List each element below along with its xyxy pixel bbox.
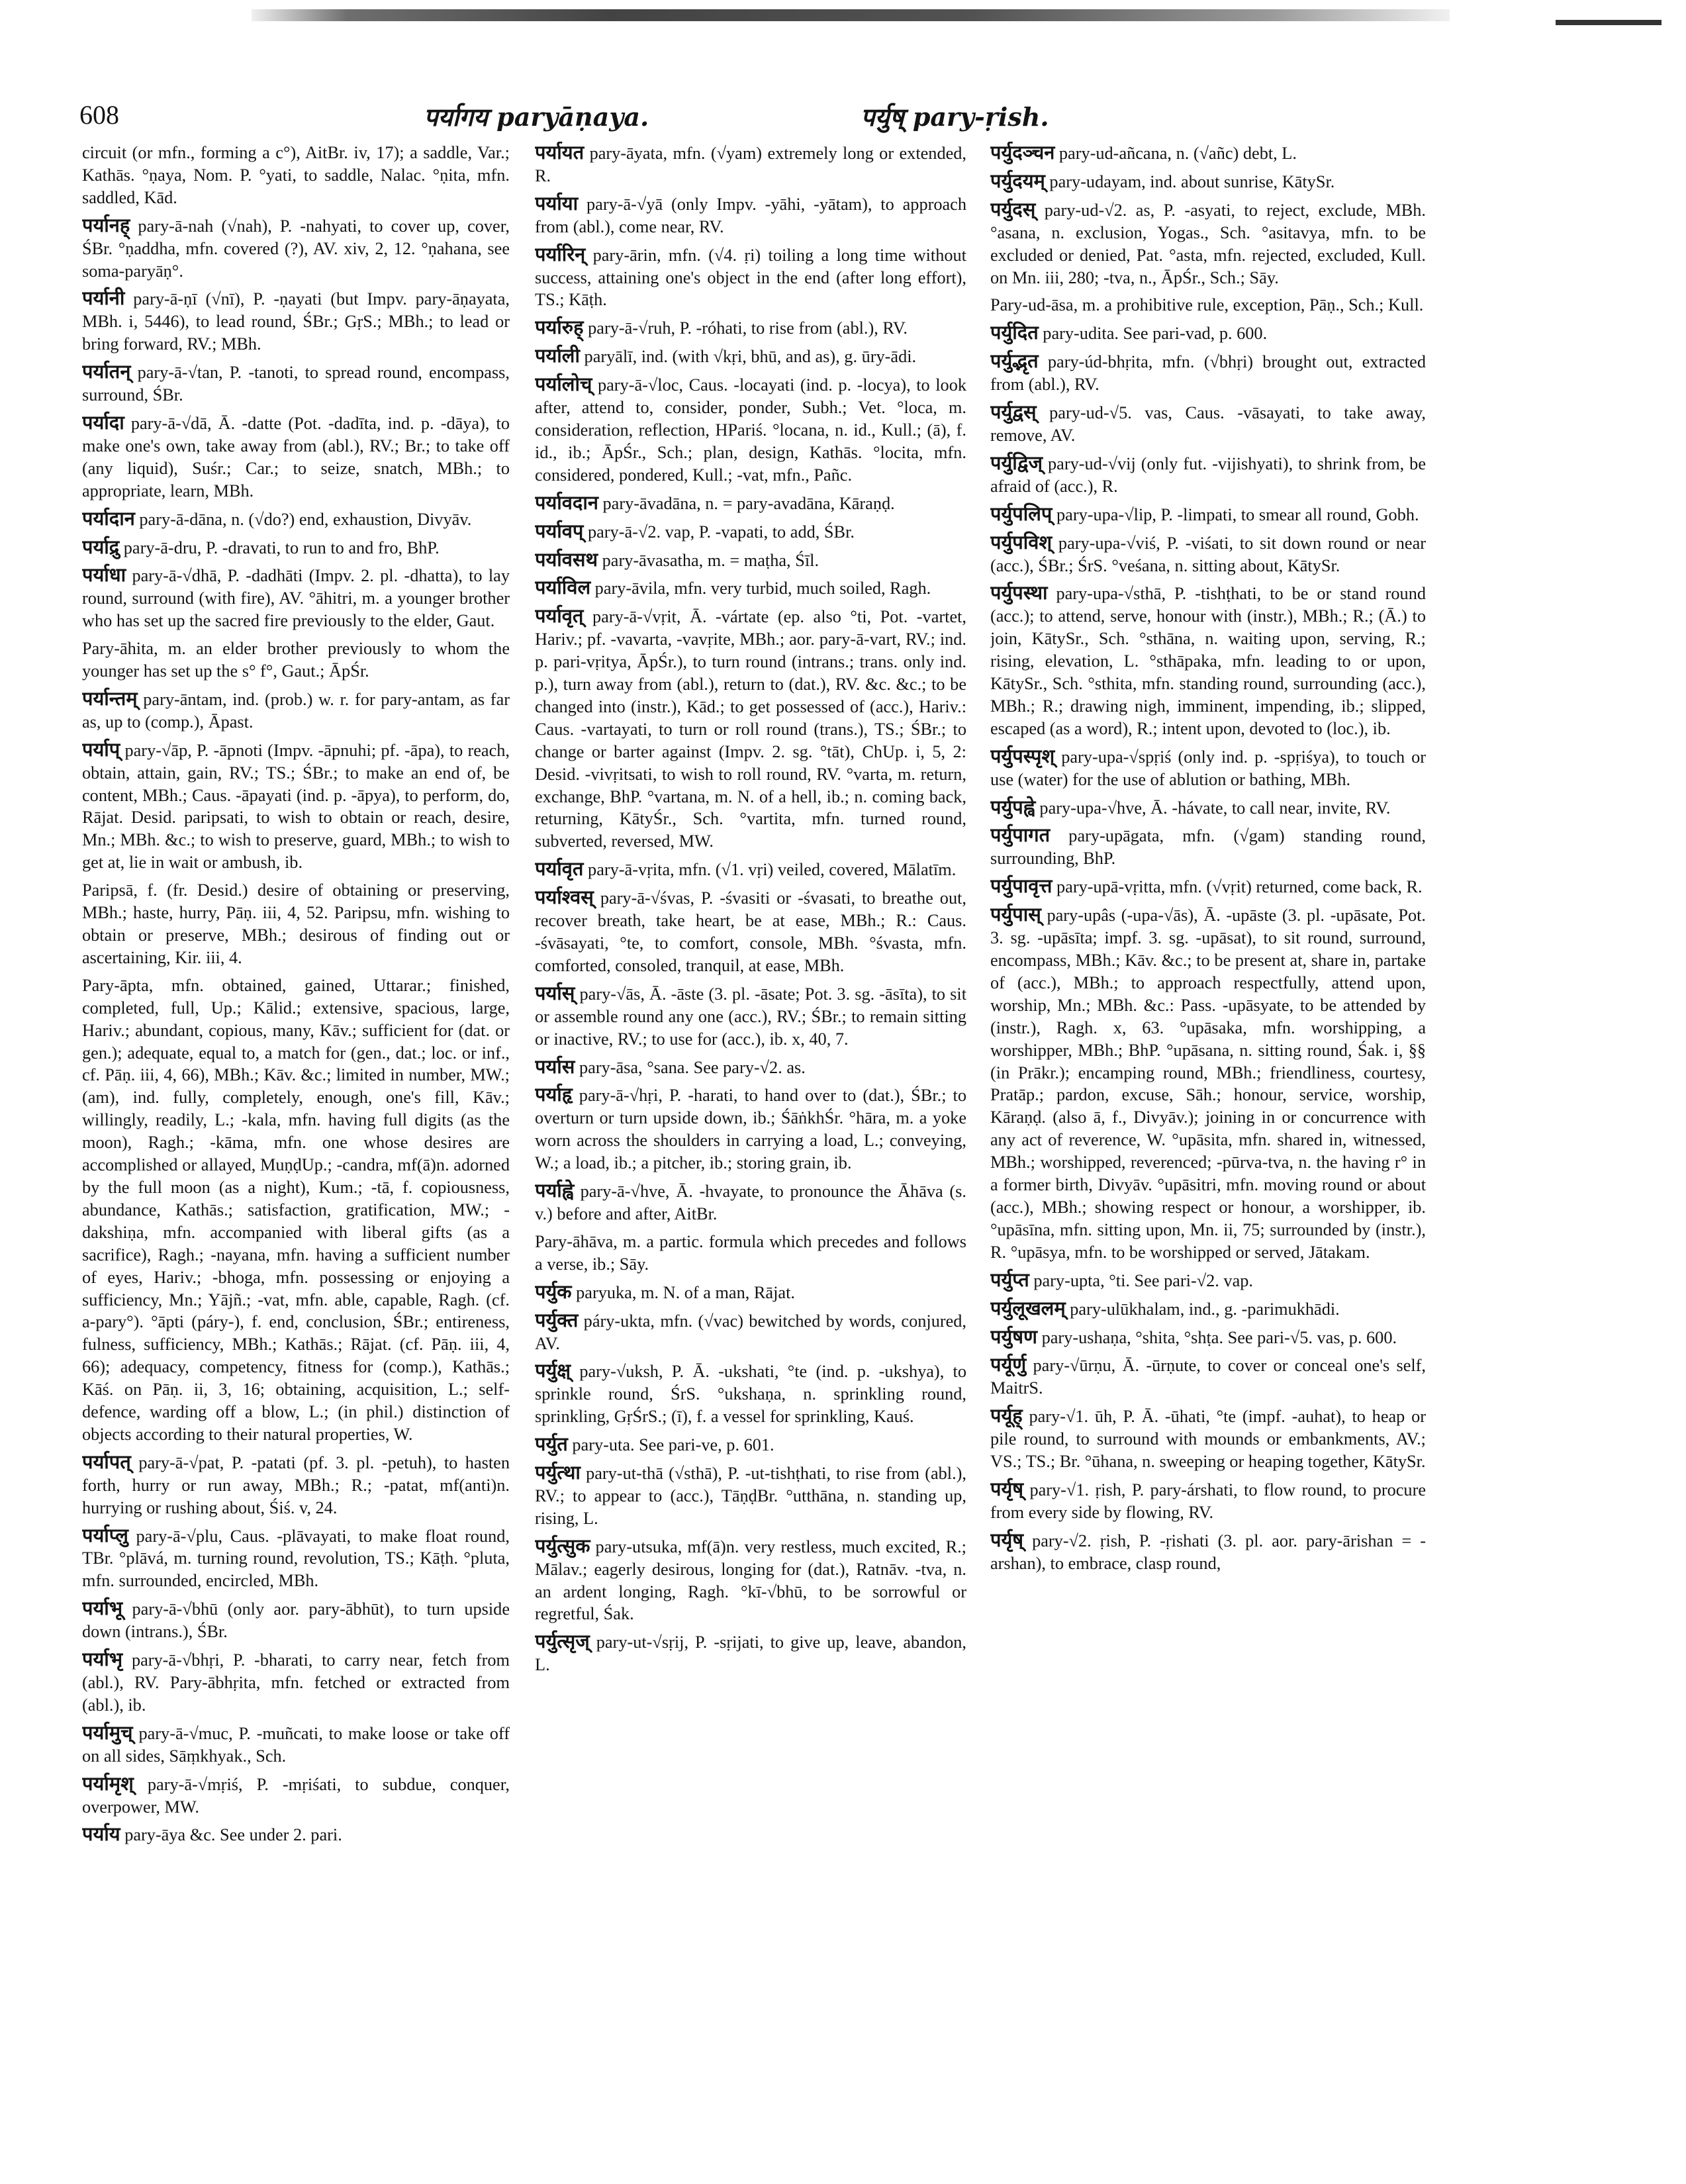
headword: पर्यातन्	[82, 360, 131, 383]
entry-text: pary-ā-√yā (only Impv. -yāhi, -yātam), to approach from (abl.), come near, RV.	[535, 194, 966, 236]
dictionary-entry	[82, 1722, 510, 1768]
dictionary-entry	[535, 1462, 966, 1530]
headword: पर्यूह्	[990, 1404, 1023, 1427]
headword: पर्युद्विज्	[990, 451, 1043, 474]
dictionary-entry	[535, 577, 966, 600]
headword: पर्यायत	[535, 142, 585, 164]
entry-text: pary-āvadāna, n. = pary-avadāna, Kāraṇḍ.	[598, 493, 895, 513]
dictionary-entry	[82, 142, 510, 209]
dictionary-entry	[535, 193, 966, 238]
dictionary-entry	[82, 1773, 510, 1819]
entry-text: Pary-ud-āsa, m. a prohibitive rule, exception, Pāṇ., Sch.; Kull.	[990, 295, 1424, 315]
entry-text: pary-upâs (-upa-√ās), Ā. -upāste (3. pl. -upāsate, Pot. 3. sg. -upāsīta; impf. 3. sg. -upāsat), to sit round, surround, encompass, MBh.; Kāv. &c.; to be present at, share in, partake of (acc.), MBh.; to approach respectfully, attend upon, worship, Mn.; MBh. &c.: Pass. -upāsyate, to be attended by (instr.), Ragh. x, 63. °upāsaka, mfn. worshipping, a worshipper, MBh.; BhP. °upāsana, n. sitting round, Śak. i, §§ (in Prākr.); encamping round, MBh.; friendliness, courtesy, Pratāp.; pardon, excuse, Sāh.; honour, service, worship, Kāraṇḍ. (also ā, f., Divyāv.); joining in or concurrence with any act of reverence, W. °upāsita, mfn. shared in, witnessed, MBh.; worshipped, reverenced; -pūrva-tva, n. the having r° in a former birth, Divyāv. °upāsitri, mfn. moving round or about (acc.), MBh.; showing respect or honour, a worshipper, ib. °upāsīna, mfn. sitting upon, Mn. ii, 75; surrounded by (instr.), R. °upāsya, mfn. to be worshipped or served, Jātakam.	[990, 906, 1426, 1262]
headword: पर्यानी	[82, 287, 125, 310]
entry-text: pary-ā-√pat, P. -patati (pf. 3. pl. -petuh), to hasten forth, hurry or run away, MBh.; R.; -patat, mf(anti)n. hurrying or rushing about, Śiś. v, 24.	[82, 1452, 510, 1517]
dictionary-entry	[535, 1360, 966, 1428]
dictionary-entry	[990, 1269, 1426, 1292]
column-3	[990, 142, 1426, 2141]
entry-text: pary-upa-√sthā, P. -tishṭhati, to be or stand round (acc.); to attend, serve, honour with (instr.), MBh.; R.; (Ā.) to join, KātySr., Sch. °sthāna, n. waiting upon, serving, R.; rising, elevation, L. °sthāpaka, mfn. leading to or upon, KātySr., Sch. °sthita, mfn. standing round, surrounding (acc.), MBh.; R.; drawing nigh, imminent, impending, ib.; slipped, escaped (as a word), R.; intent upon, devoted to (loc.), ib.	[990, 584, 1426, 738]
dictionary-entry	[535, 1309, 966, 1355]
entry-text: Pary-āhita, m. an elder brother previously to whom the younger has set up the s° f°, Gaut.; ĀpŚr.	[82, 639, 510, 681]
entry-text: pary-upta, °ti. See pari-√2. vap.	[1029, 1270, 1253, 1290]
headword: पर्याश्वस्	[535, 886, 594, 909]
headword: पर्यावदान	[535, 491, 598, 514]
entry-text: pary-ā-√plu, Caus. -plāvayati, to make float round, TBr. °plāvá, m. turning round, revolution, TS.; Kāṭh. °pluta, mfn. surrounded, encircled, MBh.	[82, 1526, 510, 1591]
dictionary-entry	[535, 858, 966, 881]
dictionary-entry	[535, 373, 966, 487]
entry-text: pary-√2. ṛish, P. -ṛishati (3. pl. aor. pary-ārishan = -arshan), to embrace, clasp round,	[990, 1531, 1426, 1573]
entry-text: pary-ā-√2. vap, P. -vapati, to add, ŚBr.	[583, 522, 855, 542]
headword: पर्याद्रु	[82, 535, 120, 558]
dictionary-entry	[990, 1354, 1426, 1400]
headword: पर्याप्लु	[82, 1523, 128, 1546]
entry-text: pary-utsuka, mf(ā)n. very restless, much excited, R.; Mālav.; eagerly desirous, longing for (dat.), Ratnāv. -tva, n. an ardent longing, Ragh. °kī-√bhū, to be sorrowful or regretful, Śak.	[535, 1537, 966, 1624]
dictionary-entry	[990, 532, 1426, 577]
dictionary-entry	[535, 244, 966, 312]
entry-text: pary-āntam, ind. (prob.) w. r. for pary-antam, as far as, up to (comp.), Āpast.	[82, 689, 510, 732]
entry-text: pary-upāgata, mfn. (√gam) standing round, surrounding, BhP.	[990, 826, 1426, 869]
headword: पर्यावप्	[535, 519, 584, 542]
dictionary-entry	[990, 294, 1426, 316]
headword: पर्याभू	[82, 1597, 123, 1620]
headword: पर्यादा	[82, 410, 124, 434]
headword: पर्युक्ष्	[535, 1359, 571, 1382]
dictionary-entry	[990, 401, 1426, 447]
dictionary-entry	[82, 214, 510, 283]
entry-text: páry-ukta, mfn. (√vac) bewitched by words, conjured, AV.	[535, 1311, 966, 1353]
column-1	[82, 142, 510, 2141]
entry-text: pary-uta. See pari-ve, p. 601.	[567, 1435, 774, 1455]
dictionary-entry	[82, 638, 510, 683]
entry-text: Paripsā, f. (fr. Desid.) desire of obtaining or preserving, MBh.; haste, hurry, Pāṇ. iii, 4, 52. Paripsu, mfn. wishing to obtain or preserve, MBh.; desirous of finding out or ascertaining, Kir. iii, 4.	[82, 880, 510, 967]
entry-text: pary-āvasatha, m. = maṭha, Śīl.	[598, 550, 820, 570]
column-2	[535, 142, 966, 2141]
dictionary-entry	[535, 1281, 966, 1304]
headword: पर्यारुह्	[535, 316, 584, 339]
entry-text: pary-úd-bhṛita, mfn. (√bhṛi) brought out, extracted from (abl.), RV.	[990, 352, 1426, 395]
scan-artifact-top-right	[1556, 20, 1662, 25]
entry-text: pary-√1. ūh, P. Ā. -ūhati, °te (impf. -auhat), to heap or pile round, to surround with mounds or embankments, AV.; VS.; TS.; Br. °ūhana, n. sweeping or heaping together, KātySr.	[990, 1407, 1426, 1472]
dictionary-entry	[990, 1405, 1426, 1473]
headword: पर्यामृश्	[82, 1772, 134, 1795]
dictionary-entry	[82, 287, 510, 356]
entry-text: pary-ushaṇa, °shita, °shṭa. See pari-√5. vas, p. 600.	[1037, 1327, 1397, 1347]
headword: पर्यावृत	[535, 857, 584, 880]
dictionary-entry	[990, 875, 1426, 898]
headword: पर्यानह्	[82, 213, 130, 236]
entry-text: pary-upa-√lip, P. -limpati, to smear all round, Gobh.	[1052, 504, 1419, 524]
dictionary-entry	[535, 492, 966, 515]
scan-artifact-top	[252, 9, 1450, 21]
entry-text: pary-ā-√loc, Caus. -locayati (ind. p. -locya), to look after, attend to, consider, ponder, Subh.; Vet. °loca, m. consideration, reflection, HPariś. °locana, n. id., Kull.; (ā), f. id., ib.; ĀpŚr., Sch.; plan, design, Kathās. °locita, mfn. considered, pondered, Kull.; -vat, mfn., Pañc.	[535, 375, 966, 485]
entry-text: pary-√uksh, P. Ā. -ukshati, °te (ind. p. -ukshya), to sprinkle round, ŚrS. °ukshaṇa, n. sprinkling round, sprinkling, GṛŚrS.; (ī), f. a vessel for sprinkling, Kauś.	[535, 1362, 966, 1427]
entry-text: pary-ud-√2. as, P. -asyati, to reject, exclude, MBh. °asana, n. exclusion, Yogas., Sch. °asitavya, mfn. to be excluded or denied, Pat. °asta, mfn. rejected, excluded, Kull. on Mn. iii, 280; -tva, n., ĀpŚr., Sch.; Sāy.	[990, 200, 1426, 287]
entry-text: paryālī, ind. (with √kṛi, bhū, and as), g. ūry-ādi.	[579, 347, 917, 367]
headword: पर्यूर्णु	[990, 1353, 1027, 1376]
dictionary-entry	[535, 316, 966, 340]
dictionary-entry	[990, 350, 1426, 396]
headword: पर्युदञ्चन	[990, 142, 1055, 164]
dictionary-entry	[535, 1084, 966, 1174]
headword: पर्युपविश्	[990, 530, 1053, 553]
entry-text: pary-ā-√dhā, P. -dadhāti (Impv. 2. pl. -dhatta), to lay round, surround (with fire), AV. °āhitri, m. a younger brother who has set up the sacred fire previously to the elder, Gaut.	[82, 566, 510, 631]
dictionary-entry	[535, 1231, 966, 1276]
dictionary-entry	[990, 1326, 1426, 1349]
page-number: 608	[79, 100, 119, 130]
headword: पर्यास्	[535, 981, 575, 1004]
dictionary-entry	[82, 739, 510, 874]
dictionary-entry	[82, 361, 510, 406]
entry-text: pary-ā-√śvas, P. -śvasiti or -śvasati, to breathe out, recover breath, take heart, be at ease, MBh.; R.: Caus. -śvāsayati, °te, to comfort, console, MBh. °śvasta, mfn. comforted, consoled, tranquil, at ease, MBh.	[535, 888, 966, 975]
dictionary-entry	[535, 345, 966, 368]
headword: पर्युपागत	[990, 824, 1051, 847]
entry-text: Pary-āpta, mfn. obtained, gained, Uttarar.; finished, completed, full, Up.; Kālid.; extensive, spacious, large, Hariv.; abundant, copious, many, Kāv.; sufficient for (dat. or gen.); adequate, equal to, a match for (gen., dat.; loc. or inf., cf. Pāṇ. iii, 4, 66), MBh.; Kāv. &c.; limited in number, MW.; (am), ind. fully, completely, enough, one's fill, Kāv.; willingly, readily, L.; -kala, mfn. having full digits (as the moon), Ragh.; -kāma, mfn. one whose desires are accomplished or allayed, MuṇḍUp.; -candra, mf(ā)n. adorned by the full moon (as a night), Kum.; -tā, f. copiousness, abundance, Kathās.; satisfaction, gratification, MW.; -dakshiṇa, mfn. accompanied with liberal gifts (as a sacrifice), Ragh.; -nayana, mfn. having a sufficient number of eyes, Hariv.; -bhoga, mfn. possessing or enjoying a sufficiency, Mn.; Yājñ.; -vat, mfn. able, capable, Ragh. (cf. a-pary°). °āpti (páry-), f. end, conclusion, ŚBr.; entireness, fulness, sufficiency, MBh.; Kathās.; Rājat. (cf. Pāṇ. iii, 4, 66); adequacy, competency, fitness for (comp.), Kathās.; Kāś. on Pāṇ. ii, 3, 16; obtaining, acquisition, L.; self-defence, warding off a blow, L.; (in phil.) distinction of objects according to their natural properties, W.	[82, 975, 510, 1444]
entry-text: pary-ā-√mṛiś, P. -mṛiśati, to subdue, conquer, overpower, MW.	[82, 1774, 510, 1817]
headword: पर्याह्वे	[535, 1179, 574, 1202]
entry-text: pary-ā-√bhṛi, P. -bharati, to carry near, fetch from (abl.), RV. Pary-ābhṛita, mfn. fetched or extracted from (abl.), ib.	[82, 1650, 510, 1715]
headword: पर्युप्त	[990, 1268, 1029, 1291]
dictionary-entry	[82, 564, 510, 632]
headword: पर्युत	[535, 1433, 568, 1456]
headword: पर्युपास्	[990, 903, 1041, 926]
dictionary-entry	[990, 1529, 1426, 1575]
dictionary-entry	[990, 322, 1426, 345]
entry-text: pary-√ūrṇu, Ā. -ūrṇute, to cover or conceal one's self, MaitrS.	[990, 1356, 1426, 1398]
dictionary-entry	[535, 520, 966, 544]
dictionary-entry	[535, 886, 966, 977]
entry-text: pary-ā-dru, P. -dravati, to run to and fro, BhP.	[119, 538, 440, 557]
dictionary-entry	[535, 982, 966, 1051]
entry-text: pary-√1. ṛish, P. pary-árshati, to flow round, to procure from every side by flowing, RV.	[990, 1480, 1426, 1522]
headword: पर्यापत्	[82, 1450, 131, 1473]
dictionary-entry	[82, 879, 510, 969]
entry-text: pary-ud-añcana, n. (√añc) debt, L.	[1054, 144, 1297, 163]
running-head-right: पर्युष् pary-ṛish.	[861, 102, 1049, 132]
dictionary-entry	[535, 1535, 966, 1626]
headword: पर्याय	[82, 1823, 120, 1846]
headword: पर्युपस्था	[990, 581, 1048, 604]
headword: पर्यावसथ	[535, 547, 598, 571]
dictionary-entry	[990, 824, 1426, 870]
entry-text: pary-udayam, ind. about sunrise, KātySr.	[1045, 171, 1335, 191]
headword: पर्यान्तम्	[82, 687, 138, 710]
dictionary-entry	[990, 170, 1426, 193]
entry-text: pary-upa-√viś, P. -viśati, to sit down round or near (acc.), ŚBr.; ŚrS. °veśana, n. sitting about, KātySr.	[990, 533, 1426, 575]
dictionary-entry	[990, 796, 1426, 820]
headword: पर्युत्सृज्	[535, 1630, 590, 1653]
headword: पर्युद्वस्	[990, 401, 1037, 424]
entry-text: Pary-āhāva, m. a partic. formula which precedes and follows a verse, ib.; Sāy.	[535, 1231, 966, 1274]
headword: पर्याभृ	[82, 1648, 123, 1671]
entry-text: pary-āya &c. See under 2. pari.	[120, 1825, 342, 1845]
headword: पर्युद्भृत	[990, 350, 1039, 373]
running-head	[79, 99, 1423, 132]
entry-text: pary-ut-√sṛij, P. -sṛijati, to give up, leave, abandon, L.	[535, 1633, 966, 1675]
dictionary-entry	[82, 1823, 510, 1846]
entry-text: circuit (or mfn., forming a c°), AitBr. iv, 17); a saddle, Var.; Kathās. °ṇaya, Nom. P. °yati, to saddle, Nalac. °ṇita, mfn. saddled, Kād.	[82, 143, 510, 207]
dictionary-entry	[535, 1180, 966, 1225]
entry-text: pary-ā-ṇī (√nī), P. -ṇayati (but Impv. pary-āṇayata, MBh. i, 5446), to lead round, ŚBr.; GṛS.; MBh.; to lead or bring forward, RV.; MBh.	[82, 289, 510, 354]
entry-text: pary-ut-thā (√sthā), P. -ut-tishṭhati, to rise from (abl.), RV.; to appear to (acc.), TāṇḍBr. °utthāna, n. standing up, rising, L.	[535, 1464, 966, 1528]
entry-text: pary-ud-√vij (only fut. -vijishyati), to shrink from, be afraid of (acc.), R.	[990, 453, 1426, 496]
entry-text: pary-ulūkhalam, ind., g. -parimukhādi.	[1065, 1299, 1340, 1319]
headword: पर्याली	[535, 344, 580, 367]
dictionary-entry	[82, 974, 510, 1446]
headword: पर्याहृ	[535, 1083, 573, 1106]
headword: पर्युपलिप्	[990, 502, 1053, 525]
dictionary-entry	[535, 142, 966, 187]
entry-text: pary-ā-nah (√nah), P. -nahyati, to cover up, cover, ŚBr. °ṇaddha, mfn. covered (?), AV. xiv, 2, 12. °ṇahana, see soma-paryāṇ°.	[82, 216, 510, 281]
dictionary-entry	[990, 199, 1426, 289]
headword: पर्युत्था	[535, 1461, 581, 1484]
headword: पर्युपस्पृश्	[990, 744, 1055, 767]
entry-text: pary-ud-√5. vas, Caus. -vāsayati, to take away, remove, AV.	[990, 403, 1426, 445]
entry-text: pary-ā-√tan, P. -tanoti, to spread round, encompass, surround, ŚBr.	[82, 363, 510, 405]
dictionary-entry	[82, 1525, 510, 1593]
headword: पर्याया	[535, 191, 579, 214]
headword: पर्युषण	[990, 1325, 1038, 1348]
entry-text: pary-upa-√spṛiś (only ind. p. -spṛiśya), to touch or use (water) for the use of ablution or bathing, MBh.	[990, 747, 1426, 789]
entry-text: pary-ā-√dā, Ā. -datte (Pot. -dadīta, ind. p. -dāya), to make one's own, take away from (abl.), RV.; Br.; to take off (any liquid), Suśr.; Car.; to seize, snatch, MBh.; to appropriate, learn, MBh.	[82, 413, 510, 500]
entry-text: pary-āsa, °sana. See pary-√2. as.	[575, 1057, 806, 1077]
entry-text: pary-upa-√hve, Ā. -hávate, to call near, invite, RV.	[1035, 798, 1391, 818]
headword: पर्याधा	[82, 563, 126, 587]
dictionary-entry	[990, 745, 1426, 791]
dictionary-entry	[82, 412, 510, 502]
dictionary-entry	[990, 142, 1426, 165]
dictionary-entry	[82, 688, 510, 734]
entry-text: pary-ā-√vṛit, Ā. -vártate (ep. also °ti, Pot. -vartet, Hariv.; pf. -vavarta, -vavṛite, MBh.; aor. pary-ā-vart, RV.; ind. p. pari-vṛitya, ĀpŚr.), to turn round (intrans.; trans. only ind. p.), turn away from (abl.), return to (dat.), RV. &c. &c.; to be changed into (instr.), Kād.; to get possessed of (acc.), Hariv.: Caus. -vartayati, to turn or roll round (trans.), TS.; ŚBr.; to change or barter against (Impv. 2. sg. °tāt), ChUp. i, 5, 2: Desid. -vivṛitsati, to wish to roll round, RV. °varta, m. return, exchange, BhP. °vartana, m. N. of a hell, ib.; n. coming back, returning, KātyŚr., Sch. °vartita, mfn. turned round, subverted, reversed, MW.	[535, 607, 966, 851]
entry-text: pary-ā-√hve, Ā. -hvayate, to pronounce the Āhāva (s. v.) before and after, AitBr.	[535, 1182, 966, 1223]
headword: पर्युदित	[990, 321, 1039, 344]
headword: पर्युदस्	[990, 197, 1036, 220]
dictionary-entry	[990, 503, 1426, 526]
dictionary-entry	[535, 605, 966, 853]
headword: पर्यादान	[82, 506, 135, 530]
entry-text: pary-ā-dāna, n. (√do?) end, exhaustion, Divyāv.	[134, 509, 472, 529]
entry-text: pary-ā-√muc, P. -muñcati, to make loose or take off on all sides, Sāṃkhyak., Sch.	[82, 1723, 510, 1766]
entry-text: pary-āvila, mfn. very turbid, much soiled, Ragh.	[590, 579, 931, 598]
dictionary-entry	[990, 582, 1426, 739]
entry-text: pary-ā-√ruh, P. -róhati, to rise from (abl.), RV.	[583, 318, 908, 338]
dictionary-entry	[990, 452, 1426, 498]
entry-text: paryuka, m. N. of a man, Rājat.	[571, 1282, 795, 1302]
running-head-left: पर्यागय paryāṇaya.	[424, 102, 649, 132]
dictionary-entry	[535, 1433, 966, 1456]
headword: पर्युक्त	[535, 1308, 579, 1331]
headword: पर्याप्	[82, 737, 120, 761]
headword: पर्यारिन्	[535, 242, 586, 265]
dictionary-entry	[82, 1451, 510, 1519]
entry-text: pary-ā-vṛita, mfn. (√1. vṛi) veiled, covered, Mālatīm.	[583, 860, 957, 880]
dictionary-entry	[535, 549, 966, 572]
headword: पर्युपह्वे	[990, 795, 1035, 818]
dictionary-entry	[535, 1056, 966, 1079]
headword: पर्युलूखलम्	[990, 1296, 1066, 1319]
headword: पर्युक	[535, 1280, 572, 1303]
headword: पर्याविल	[535, 576, 591, 599]
headword: पर्यालोच्	[535, 373, 592, 396]
entry-text: pary-ārin, mfn. (√4. ṛi) toiling a long time without success, attaining one's object in the end (after long effort), TS.; Kāṭh.	[535, 245, 966, 310]
dictionary-entry	[82, 536, 510, 559]
headword: पर्युत्सुक	[535, 1534, 590, 1557]
entry-text: pary-upā-vṛitta, mfn. (√vṛit) returned, come back, R.	[1052, 877, 1423, 897]
entry-text: pary-√āp, P. -āpnoti (Impv. -āpnuhi; pf. -āpa), to reach, obtain, attain, gain, RV.; TS.; ŚBr.; to make an end of, be content, MBh.; Caus. -āpayati (ind. p. -āpya), to perform, do, Rājat. Desid. paripsati, to wish to obtain or reach, desire, Mn.; MBh. &c.; to wish to preserve, guard, MBh.; to wish to get at, lie in wait or ambush, ib.	[82, 740, 510, 873]
entry-text: pary-udita. See pari-vad, p. 600.	[1038, 324, 1268, 344]
headword: पर्युपावृत्त	[990, 875, 1053, 898]
headword: पर्यावृत्	[535, 604, 584, 628]
dictionary-entry	[535, 1631, 966, 1676]
headword: पर्यामुच्	[82, 1721, 133, 1744]
dictionary-entry	[990, 1478, 1426, 1524]
dictionary-entry	[82, 1648, 510, 1717]
dictionary-entry	[990, 1298, 1426, 1321]
headword: पर्युदयम्	[990, 169, 1045, 192]
headword: पर्यृष्	[990, 1528, 1024, 1551]
entry-text: pary-ā-√hṛi, P. -harati, to hand over to (dat.), ŚBr.; to overturn or turn upside down, ib.; ŚāṅkhŚr. °hāra, m. a yoke worn across the shoulders in carrying a load, L.; conveying, W.; a load, ib.; a pitcher, ib.; storing grain, ib.	[535, 1086, 966, 1173]
dictionary-entry	[82, 508, 510, 531]
entry-text: pary-ā-√bhū (only aor. pary-ābhūt), to turn upside down (intrans.), ŚBr.	[82, 1599, 510, 1642]
headword: पर्यृष्	[990, 1477, 1024, 1500]
dictionary-entry	[990, 904, 1426, 1264]
headword: पर्यास	[535, 1055, 575, 1078]
entry-text: pary-āyata, mfn. (√yam) extremely long or extended, R.	[535, 144, 966, 185]
dictionary-entry	[82, 1597, 510, 1643]
entry-text: pary-√ās, Ā. -āste (3. pl. -āsate; Pot. 3. sg. -āsīta), to sit or assemble round any one (acc.), RV.; ŚBr.; to remain sitting or inactive, RV.; to use for (acc.), ib. x, 40, 7.	[535, 984, 966, 1049]
